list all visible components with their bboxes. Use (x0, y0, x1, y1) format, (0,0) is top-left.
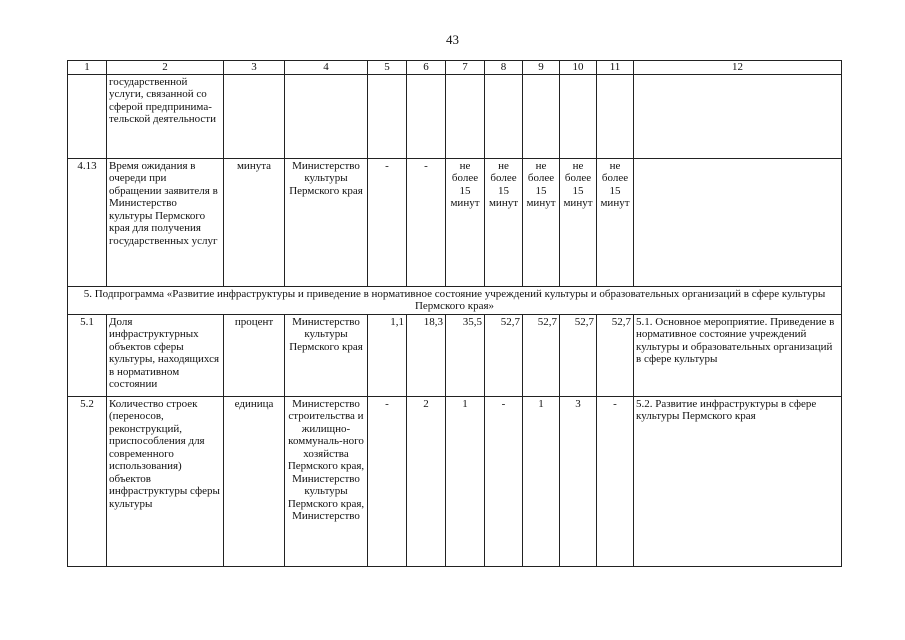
row-event (634, 158, 842, 286)
row-event: 5.1. Основное мероприятие. Приведение в нормативное состояние учреждений культуры и образовательных организаций в сфере культуры (634, 314, 842, 396)
row-value-5: 1,1 (368, 314, 407, 396)
row-value-5: - (368, 396, 407, 566)
row-responsible (285, 74, 368, 158)
row-indicator-name: Время ожидания в очереди при обращении заявителя в Министерство культуры Пермского края для получения государственных услуг (107, 158, 224, 286)
row-value-10: 52,7 (560, 314, 597, 396)
col-header-1: 1 (68, 61, 107, 75)
row-indicator-name: Доля инфраструктурных объектов сферы культуры, находящихся в нормативном состоянии (107, 314, 224, 396)
table-row (68, 74, 842, 158)
row-value-9: не более 15 минут (523, 158, 560, 286)
row-value-6: 18,3 (407, 314, 446, 396)
row-unit (224, 74, 285, 158)
section-row (68, 286, 842, 314)
row-value-9: 1 (523, 396, 560, 566)
row-value-9 (523, 74, 560, 158)
row-value-11: - (597, 396, 634, 566)
col-header-9: 9 (523, 61, 560, 75)
row-value-5 (368, 74, 407, 158)
row-id: 4.13 (68, 158, 107, 286)
row-value-7: 1 (446, 396, 485, 566)
row-unit: процент (224, 314, 285, 396)
row-value-10: не более 15 минут (560, 158, 597, 286)
subprogram-title: 5. Подпрограмма «Развитие инфраструктуры и приведение в нормативное состояние учреждений культуры и образовательных организаций в сфере культуры Пермского края» (68, 286, 842, 314)
row-value-8: 52,7 (485, 314, 523, 396)
table-row (68, 314, 842, 396)
row-value-5: - (368, 158, 407, 286)
row-value-7 (446, 74, 485, 158)
row-value-8 (485, 74, 523, 158)
row-value-10: 3 (560, 396, 597, 566)
row-value-7: не более 15 минут (446, 158, 485, 286)
row-unit: минута (224, 158, 285, 286)
row-id: 5.2 (68, 396, 107, 566)
table-row (68, 158, 842, 286)
col-header-11: 11 (597, 61, 634, 75)
row-value-6: - (407, 158, 446, 286)
col-header-2: 2 (107, 61, 224, 75)
row-event: 5.2. Развитие инфраструктуры в сфере культуры Пермского края (634, 396, 842, 566)
col-header-6: 6 (407, 61, 446, 75)
row-indicator-name: Количество строек (переносов, реконструкций, приспособления для современного использования) объектов инфраструктуры сферы культуры (107, 396, 224, 566)
row-value-6: 2 (407, 396, 446, 566)
page-number: 43 (446, 32, 459, 47)
row-responsible: Министерство культуры Пермского края (285, 314, 368, 396)
col-header-5: 5 (368, 61, 407, 75)
col-header-12: 12 (634, 61, 842, 75)
row-value-10 (560, 74, 597, 158)
row-value-7: 35,5 (446, 314, 485, 396)
col-header-3: 3 (224, 61, 285, 75)
row-value-11: не более 15 минут (597, 158, 634, 286)
row-value-11: 52,7 (597, 314, 634, 396)
row-event (634, 74, 842, 158)
col-header-8: 8 (485, 61, 523, 75)
column-number-row (68, 61, 842, 75)
row-unit: единица (224, 396, 285, 566)
row-indicator-name: государственной услуги, связанной со сферой предпринима-тельской деятельности (107, 74, 224, 158)
row-value-8: не более 15 минут (485, 158, 523, 286)
row-id: 5.1 (68, 314, 107, 396)
row-value-9: 52,7 (523, 314, 560, 396)
row-id (68, 74, 107, 158)
table-row (68, 396, 842, 566)
row-value-11 (597, 74, 634, 158)
col-header-7: 7 (446, 61, 485, 75)
row-responsible: Министерство культуры Пермского края (285, 158, 368, 286)
row-value-6 (407, 74, 446, 158)
row-responsible: Министерство строительства и жилищно-коммуналь-ного хозяйства Пермского края, Министерство культуры Пермского края, Министерство (285, 396, 368, 566)
col-header-10: 10 (560, 61, 597, 75)
col-header-4: 4 (285, 61, 368, 75)
indicators-table (67, 60, 842, 567)
row-value-8: - (485, 396, 523, 566)
